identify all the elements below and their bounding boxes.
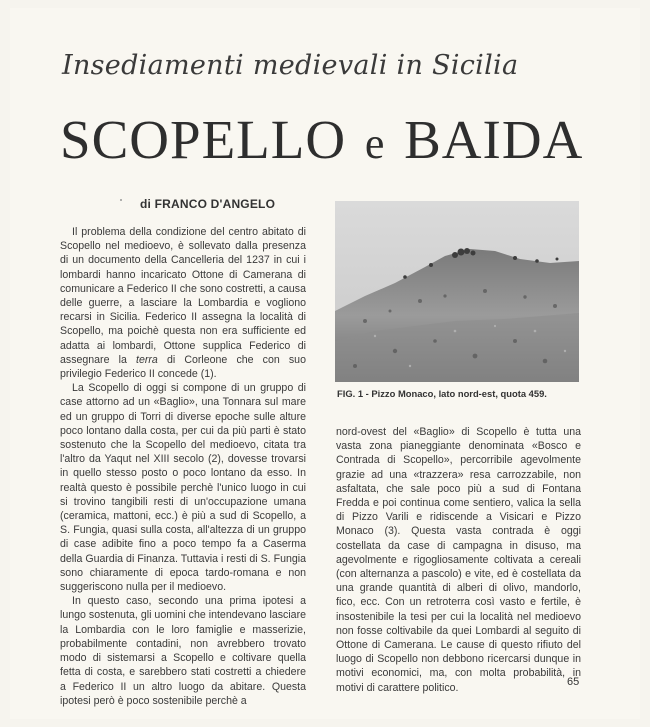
byline: di FRANCO D'ANGELO: [140, 197, 276, 211]
page-number: 65: [567, 676, 580, 688]
article-kicker: Insediamenti medievali in Sicilia: [62, 50, 519, 81]
figure-caption: FIG. 1 - Pizzo Monaco, lato nord-est, quota 459.: [337, 388, 547, 399]
title-part-1: SCOPELLO: [60, 109, 347, 170]
paragraph-1: [60, 225, 306, 381]
text-column-2: [336, 425, 581, 695]
paragraph-2: La Scopello di oggi si compone di un gruppo di case attorno ad un «Baglio», una Tonnara sul mare ed un gruppo di Torri di diverse epoche sulle alture poco lontano dalla costa, per cui da più parti è stato sostenuto che la Scopello del medioevo, citata tra l'altro da Yaqut nel XIII secolo (2), dovesse trovarsi in quello stesso posto o poco lontano da esso. In realtà questo è possibile perchè l'unico luogo in cui si trovino tangibili resti di un'occupazione umana (ceramica, mattoni, ecc.) è più a sud di Scopello, a S. Fungia, quasi sulla costa, all'altezza di un gruppo di case adibite fino a poco tempo fa a Caserma della Guardia di Finanza. Tuttavia i resti di S. Fungia sono chiaramente di epoca tardo-romana e non suggeriscono nulla per il medioevo.: [60, 382, 306, 594]
figure-photo: [335, 201, 579, 382]
title-conjunction: e: [364, 119, 386, 168]
article-title: [60, 108, 620, 171]
paragraph-3: In questo caso, secondo una prima ipotesi a lungo sostenuta, gli uomini che intendevano lasciare la Lombardia con le loro famiglie e masserizie, probabilmente contadini, non avrebbero trovato modo di sistemarsi a Scopello e coltivare quella fetta di costa, e sarebbero stati costretti a chiedere a Federico II un altro luogo da abitare. Questa ipotesi però è poco sostenibile perchè a: [60, 595, 306, 707]
hill-landscape-image: [335, 201, 579, 382]
italic-word: terra: [136, 353, 158, 366]
text-column-1: [60, 225, 306, 708]
paragraph-1-text: Il problema della condizione del centro abitato di Scopello nel medioevo, è sollevato dalla presenza di un documento della Cancelleria del 1237 in cui i lombardi hanno incaricato Ottone di Camerana di comunicare a Federico II che sono costretti, a causa delle guerre, a lasciare la Lombardia e vogliono recarsi in Sicilia. Federico II assegna la località di Scopello, ma poichè questa non era sufficiente ed adatta ai lombardi, Ottone supplica Federico di assegnare la: [60, 226, 306, 366]
dot-mark: [120, 199, 122, 201]
paragraph-continued: nord-ovest del «Baglio» di Scopello è tutta una vasta zona pianeggiante denominata «Bosco e Contrada di Scopello», percorribile agevolmente grazie ad una «trazzera» resa carrozzabile, non asfaltata, che sale poco più a sud di Fontana Fredda e poi continua come sentiero, valica la sella di Pizzo Varili e ridiscende a Visicari e Pizzo Monaco (3). Questa vasta contrada è oggi costellata da case di campagna in disuso, ma agevolmente e rigogliosamente coltivata a cereali (con alternanza a pascolo) e vite, ed è costellata da una grande quantità di alberi di olivo, mandorlo, fico, ecc. Con un retroterra così vasto e fertile, è insostenibile la tesi per cui la località nel medioevo non fosse coltivabile da quei Lombardi al seguito di Ottone di Camerana. Le cause di questo rifiuto del luogo di Scopello non debbono ricercarsi dunque in motivi economici, ma, con molta probabilità, in motivi di carattere politico.: [336, 426, 581, 694]
paragraph-1-end: di Corleone che con suo privilegio Federico II concede (1).: [60, 353, 306, 381]
title-part-2: BAIDA: [404, 109, 584, 170]
